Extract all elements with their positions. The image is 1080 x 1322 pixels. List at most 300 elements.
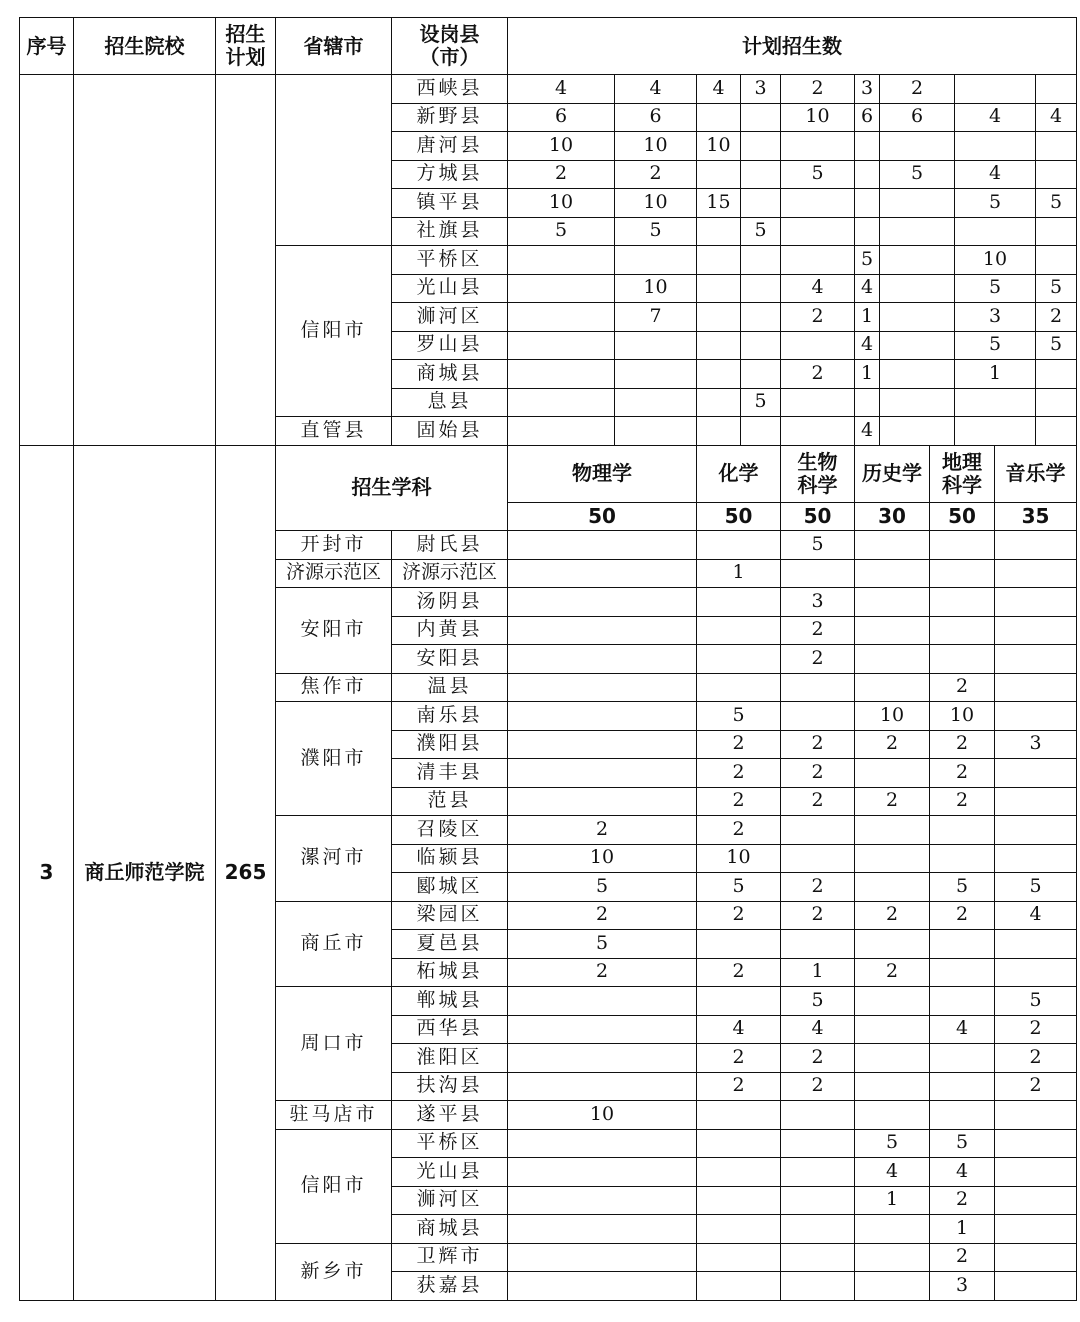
count-cell: 2 [930, 759, 995, 788]
count-cell: 4 [955, 103, 1036, 132]
county-cell: 清丰县 [392, 759, 508, 788]
count-cell [741, 246, 781, 275]
count-cell [855, 987, 930, 1016]
header-county [392, 18, 508, 75]
count-cell [995, 645, 1077, 674]
count-cell [955, 388, 1036, 417]
city-cell: 驻马店市 [276, 1101, 392, 1130]
count-cell [855, 1272, 930, 1301]
count-cell [741, 103, 781, 132]
count-cell: 5 [781, 987, 855, 1016]
subject-count: 50 [697, 502, 781, 531]
count-cell: 10 [697, 844, 781, 873]
subject-count: 30 [855, 502, 930, 531]
count-cell [781, 1101, 855, 1130]
city-cell: 济源示范区 [276, 559, 392, 588]
count-cell [781, 189, 855, 218]
count-cell: 2 [781, 901, 855, 930]
count-cell [855, 388, 880, 417]
county-cell: 夏邑县 [392, 930, 508, 959]
count-cell: 6 [880, 103, 955, 132]
subject-header-row [20, 445, 1077, 502]
subject-name [697, 445, 781, 502]
count-cell: 10 [508, 1101, 697, 1130]
count-cell [781, 930, 855, 959]
count-cell [697, 1272, 781, 1301]
count-cell: 2 [508, 958, 697, 987]
count-cell: 2 [781, 1072, 855, 1101]
count-cell: 2 [781, 759, 855, 788]
county-cell: 郸城县 [392, 987, 508, 1016]
count-cell [615, 246, 697, 275]
count-cell [697, 388, 741, 417]
count-cell: 4 [615, 75, 697, 104]
count-cell [995, 844, 1077, 873]
county-cell: 光山县 [392, 1158, 508, 1187]
count-cell [855, 1101, 930, 1130]
count-cell: 6 [855, 103, 880, 132]
count-cell [508, 987, 697, 1016]
count-cell [995, 816, 1077, 845]
header-plan-line: 招生 [225, 22, 266, 46]
count-cell: 10 [955, 246, 1036, 275]
count-cell [855, 1015, 930, 1044]
count-cell: 2 [697, 759, 781, 788]
count-cell [508, 645, 697, 674]
count-cell [930, 816, 995, 845]
count-cell: 1 [955, 360, 1036, 389]
count-cell [880, 331, 955, 360]
count-cell: 4 [955, 160, 1036, 189]
count-cell [1036, 217, 1077, 246]
count-cell: 5 [741, 388, 781, 417]
count-cell: 5 [781, 531, 855, 560]
count-cell [615, 331, 697, 360]
count-cell: 3 [855, 75, 880, 104]
count-cell [955, 132, 1036, 161]
count-cell [930, 559, 995, 588]
subject-name-line: 科学 [797, 472, 838, 497]
count-cell: 2 [781, 360, 855, 389]
count-cell [855, 559, 930, 588]
county-cell: 郾城区 [392, 873, 508, 902]
count-cell: 2 [930, 1243, 995, 1272]
count-cell [781, 1129, 855, 1158]
count-cell: 3 [995, 730, 1077, 759]
county-cell: 商城县 [392, 360, 508, 389]
county-cell: 遂平县 [392, 1101, 508, 1130]
plan-cell [216, 75, 276, 446]
count-cell [508, 616, 697, 645]
header-county-line: （市） [419, 45, 480, 69]
subject-name-line: 历史学 [862, 461, 922, 485]
count-cell: 2 [615, 160, 697, 189]
count-cell [781, 246, 855, 275]
header-plan-line: 计划 [225, 45, 266, 69]
count-cell [930, 930, 995, 959]
county-cell: 濮阳县 [392, 730, 508, 759]
count-cell: 6 [615, 103, 697, 132]
count-cell [995, 559, 1077, 588]
subject-count: 50 [508, 502, 697, 531]
count-cell [697, 1186, 781, 1215]
county-cell: 扶沟县 [392, 1072, 508, 1101]
count-cell: 5 [508, 217, 615, 246]
count-cell [781, 702, 855, 731]
count-cell [508, 531, 697, 560]
count-cell [781, 388, 855, 417]
count-cell [741, 417, 781, 446]
subject-name-line: 科学 [942, 472, 982, 497]
count-cell [508, 417, 615, 446]
count-cell [1036, 417, 1077, 446]
count-cell: 5 [955, 189, 1036, 218]
count-cell: 2 [1036, 303, 1077, 332]
count-cell: 2 [781, 873, 855, 902]
count-cell [697, 987, 781, 1016]
count-cell: 4 [995, 901, 1077, 930]
count-cell [1036, 75, 1077, 104]
count-cell: 4 [855, 331, 880, 360]
count-cell [995, 930, 1077, 959]
count-cell [855, 844, 930, 873]
count-cell: 2 [781, 787, 855, 816]
count-cell: 2 [930, 901, 995, 930]
city-cell: 开封市 [276, 531, 392, 560]
header-seq: 序号 [20, 18, 74, 75]
count-cell [741, 274, 781, 303]
county-cell: 浉河区 [392, 1186, 508, 1215]
count-cell: 3 [955, 303, 1036, 332]
county-cell: 罗山县 [392, 331, 508, 360]
county-cell: 温县 [392, 673, 508, 702]
count-cell [880, 189, 955, 218]
count-cell [855, 1215, 930, 1244]
count-cell [930, 616, 995, 645]
count-cell [697, 1243, 781, 1272]
county-cell: 商城县 [392, 1215, 508, 1244]
count-cell [781, 417, 855, 446]
county-cell: 南乐县 [392, 702, 508, 731]
count-cell [508, 1158, 697, 1187]
count-cell [508, 1015, 697, 1044]
count-cell [697, 246, 741, 275]
count-cell: 5 [1036, 331, 1077, 360]
count-cell: 2 [855, 787, 930, 816]
count-cell [508, 360, 615, 389]
count-cell: 5 [1036, 274, 1077, 303]
county-cell: 汤阴县 [392, 588, 508, 617]
city-cell: 新乡市 [276, 1243, 392, 1300]
county-cell: 光山县 [392, 274, 508, 303]
count-cell: 2 [781, 1044, 855, 1073]
count-cell: 2 [781, 730, 855, 759]
subject-name [995, 445, 1077, 502]
city-cell: 焦作市 [276, 673, 392, 702]
count-cell [855, 531, 930, 560]
count-cell [697, 673, 781, 702]
subject-name-line: 物理学 [572, 461, 632, 485]
count-cell [880, 246, 955, 275]
count-cell [930, 987, 995, 1016]
count-cell [995, 759, 1077, 788]
subject-name [930, 445, 995, 502]
count-cell: 4 [697, 1015, 781, 1044]
count-cell: 5 [1036, 189, 1077, 218]
count-cell [781, 673, 855, 702]
count-cell: 2 [855, 901, 930, 930]
subject-name [781, 445, 855, 502]
count-cell [930, 844, 995, 873]
count-cell [697, 1215, 781, 1244]
count-cell: 2 [781, 303, 855, 332]
count-cell [508, 303, 615, 332]
count-cell [741, 132, 781, 161]
count-cell: 5 [995, 987, 1077, 1016]
count-cell: 10 [697, 132, 741, 161]
count-cell [995, 958, 1077, 987]
count-cell [995, 1243, 1077, 1272]
count-cell [697, 1101, 781, 1130]
section1-row [20, 75, 1077, 104]
count-cell [508, 702, 697, 731]
count-cell: 5 [855, 246, 880, 275]
count-cell [781, 1158, 855, 1187]
count-cell [781, 331, 855, 360]
count-cell [855, 673, 930, 702]
count-cell [995, 1129, 1077, 1158]
count-cell [508, 1186, 697, 1215]
subject-label: 招生学科 [276, 445, 508, 531]
count-cell [930, 531, 995, 560]
count-cell [697, 160, 741, 189]
count-cell: 5 [955, 274, 1036, 303]
count-cell [880, 217, 955, 246]
count-cell: 2 [781, 616, 855, 645]
count-cell [995, 787, 1077, 816]
count-cell [1036, 360, 1077, 389]
count-cell: 4 [855, 417, 880, 446]
count-cell: 2 [697, 730, 781, 759]
count-cell [855, 816, 930, 845]
count-cell [930, 958, 995, 987]
county-cell: 济源示范区 [392, 559, 508, 588]
count-cell [615, 360, 697, 389]
count-cell: 2 [697, 1044, 781, 1073]
count-cell: 2 [930, 730, 995, 759]
count-cell: 6 [508, 103, 615, 132]
count-cell [855, 873, 930, 902]
city-cell: 漯河市 [276, 816, 392, 902]
count-cell: 5 [995, 873, 1077, 902]
county-cell: 固始县 [392, 417, 508, 446]
count-cell: 4 [697, 75, 741, 104]
count-cell [697, 930, 781, 959]
count-cell: 15 [697, 189, 741, 218]
city-cell-zhiguan: 直管县 [276, 417, 392, 446]
count-cell [615, 388, 697, 417]
plan-cell-265: 265 [216, 445, 276, 1300]
count-cell: 1 [855, 303, 880, 332]
count-cell [880, 303, 955, 332]
header-plan [216, 18, 276, 75]
county-cell: 浉河区 [392, 303, 508, 332]
city-cell: 信阳市 [276, 1129, 392, 1243]
count-cell: 5 [741, 217, 781, 246]
count-cell: 1 [855, 1186, 930, 1215]
count-cell [781, 559, 855, 588]
count-cell [697, 331, 741, 360]
count-cell: 2 [930, 787, 995, 816]
count-cell [855, 616, 930, 645]
count-cell [781, 1215, 855, 1244]
count-cell [781, 1186, 855, 1215]
count-cell [697, 616, 781, 645]
count-cell: 2 [930, 673, 995, 702]
count-cell [508, 1215, 697, 1244]
count-cell: 5 [930, 873, 995, 902]
count-cell [855, 645, 930, 674]
count-cell [930, 1044, 995, 1073]
count-cell [508, 759, 697, 788]
county-cell: 获嘉县 [392, 1272, 508, 1301]
count-cell [508, 588, 697, 617]
count-cell: 5 [855, 1129, 930, 1158]
count-cell [995, 702, 1077, 731]
count-cell: 2 [508, 901, 697, 930]
count-cell [1036, 388, 1077, 417]
header-county-line: 设岗县 [419, 22, 480, 46]
count-cell [1036, 132, 1077, 161]
count-cell [1036, 246, 1077, 275]
county-cell: 尉氏县 [392, 531, 508, 560]
count-cell [508, 730, 697, 759]
count-cell [508, 787, 697, 816]
county-cell: 卫辉市 [392, 1243, 508, 1272]
subject-name-line: 地理 [942, 449, 982, 474]
count-cell [741, 189, 781, 218]
count-cell: 5 [615, 217, 697, 246]
count-cell: 2 [995, 1044, 1077, 1073]
count-cell: 4 [855, 1158, 930, 1187]
county-cell: 息县 [392, 388, 508, 417]
count-cell [508, 1243, 697, 1272]
count-cell [781, 816, 855, 845]
count-cell [508, 1044, 697, 1073]
count-cell [508, 1072, 697, 1101]
count-cell: 2 [781, 645, 855, 674]
count-cell [781, 844, 855, 873]
county-cell: 唐河县 [392, 132, 508, 161]
seq-cell [20, 75, 74, 446]
count-cell: 10 [508, 132, 615, 161]
count-cell: 1 [930, 1215, 995, 1244]
count-cell [508, 246, 615, 275]
count-cell [855, 930, 930, 959]
county-cell: 范县 [392, 787, 508, 816]
subject-name [855, 445, 930, 502]
count-cell [930, 588, 995, 617]
city-cell: 商丘市 [276, 901, 392, 987]
count-cell: 5 [955, 331, 1036, 360]
count-cell: 2 [697, 1072, 781, 1101]
count-cell [880, 360, 955, 389]
subject-name-line: 音乐学 [1005, 461, 1066, 485]
count-cell [955, 217, 1036, 246]
city-cell: 安阳市 [276, 588, 392, 674]
count-cell [741, 303, 781, 332]
count-cell [697, 531, 781, 560]
county-cell: 方城县 [392, 160, 508, 189]
count-cell [995, 1272, 1077, 1301]
count-cell: 2 [508, 816, 697, 845]
count-cell [995, 1101, 1077, 1130]
count-cell: 5 [781, 160, 855, 189]
count-cell: 5 [930, 1129, 995, 1158]
count-cell [508, 1272, 697, 1301]
count-cell [855, 759, 930, 788]
header-row [20, 18, 1077, 75]
count-cell: 2 [508, 160, 615, 189]
count-cell [508, 1129, 697, 1158]
enrollment-table-wrapper [19, 17, 1066, 1301]
county-cell: 平桥区 [392, 1129, 508, 1158]
count-cell: 5 [880, 160, 955, 189]
count-cell [995, 616, 1077, 645]
count-cell [697, 1158, 781, 1187]
count-cell: 2 [930, 1186, 995, 1215]
count-cell [741, 160, 781, 189]
subject-count: 50 [930, 502, 995, 531]
county-cell: 西峡县 [392, 75, 508, 104]
count-cell: 4 [930, 1158, 995, 1187]
count-cell: 3 [781, 588, 855, 617]
header-school: 招生院校 [74, 18, 216, 75]
count-cell [855, 217, 880, 246]
count-cell: 2 [995, 1072, 1077, 1101]
count-cell: 4 [930, 1015, 995, 1044]
county-cell: 柘城县 [392, 958, 508, 987]
count-cell [697, 274, 741, 303]
count-cell: 4 [781, 274, 855, 303]
city-cell-xinyang: 信阳市 [276, 246, 392, 417]
count-cell: 3 [741, 75, 781, 104]
count-cell [697, 588, 781, 617]
county-cell: 社旗县 [392, 217, 508, 246]
count-cell [880, 274, 955, 303]
city-cell: 濮阳市 [276, 702, 392, 816]
count-cell: 2 [781, 75, 855, 104]
count-cell [697, 645, 781, 674]
count-cell: 1 [781, 958, 855, 987]
count-cell: 2 [697, 787, 781, 816]
subject-name-line: 生物 [797, 449, 838, 474]
count-cell: 7 [615, 303, 697, 332]
count-cell [697, 303, 741, 332]
count-cell [508, 388, 615, 417]
county-cell: 新野县 [392, 103, 508, 132]
county-cell: 平桥区 [392, 246, 508, 275]
county-cell: 临颍县 [392, 844, 508, 873]
county-cell: 梁园区 [392, 901, 508, 930]
count-cell [697, 103, 741, 132]
count-cell [995, 531, 1077, 560]
city-cell: 周口市 [276, 987, 392, 1101]
count-cell: 5 [508, 873, 697, 902]
count-cell [697, 217, 741, 246]
count-cell [855, 1044, 930, 1073]
count-cell: 10 [508, 189, 615, 218]
